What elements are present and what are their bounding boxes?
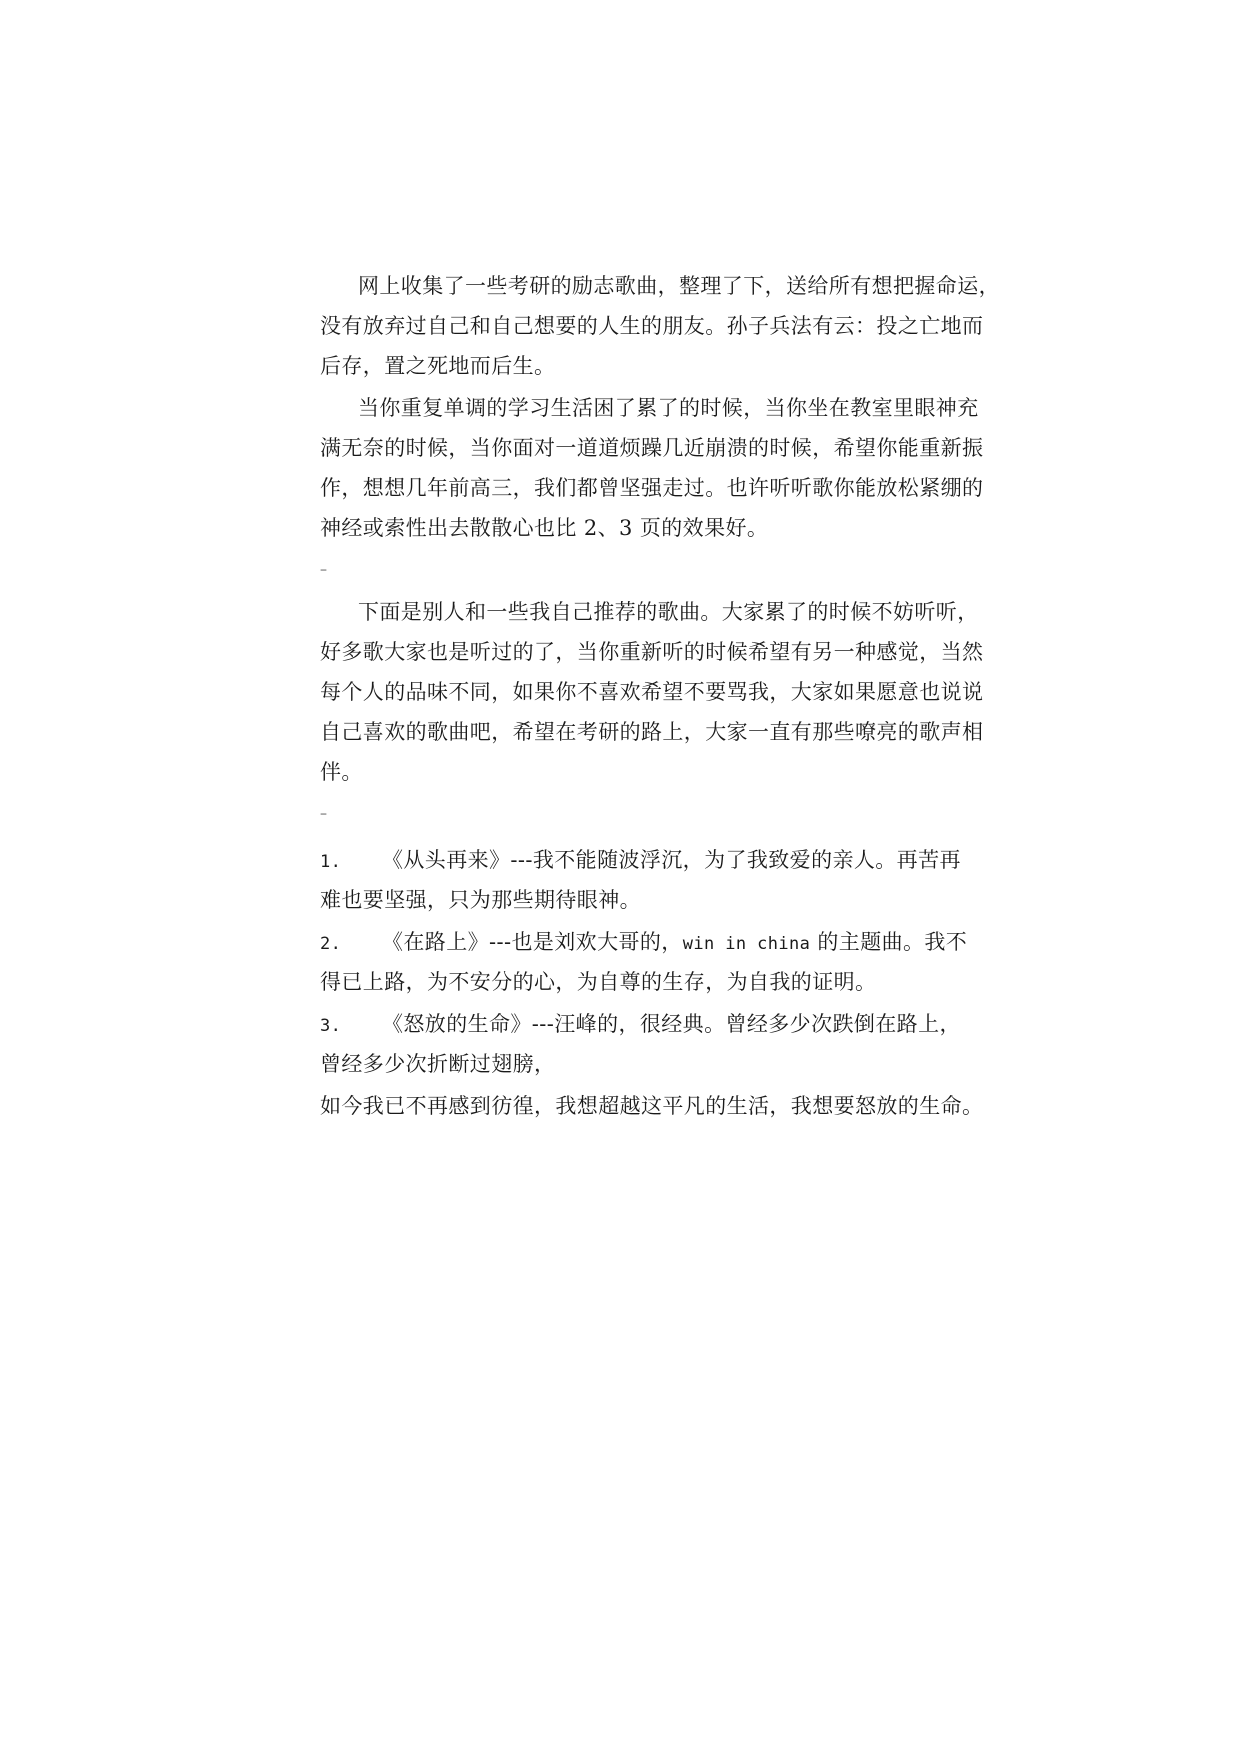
paragraph-2-line-3: 作，想想几年前高三，我们都曾坚强走过。也许听听歌你能放松紧绷的 — [320, 476, 984, 500]
list-item-text: 《在路上》---也是刘欢大哥的， — [382, 930, 683, 954]
paragraph-3-line-3: 每个人的品味不同，如果你不喜欢希望不要骂我，大家如果愿意也说说 — [320, 680, 984, 704]
paragraph-3-line-1: 下面是别人和一些我自己推荐的歌曲。大家累了的时候不妨听听， — [358, 600, 979, 624]
paragraph-3-line-2: 好多歌大家也是听过的了，当你重新听的时候希望有另一种感觉，当然 — [320, 640, 984, 664]
list-item — [320, 1006, 961, 1042]
paragraph-1-line-1: 网上收集了一些考研的励志歌曲，整理了下，送给所有想把握命运， — [358, 274, 1000, 298]
paragraph-2-line-1: 当你重复单调的学习生活困了累了的时候，当你坐在教室里眼神充 — [358, 396, 979, 420]
list-item — [320, 842, 961, 878]
paragraph-1-line-2: 没有放弃过自己和自己想要的人生的朋友。孙子兵法有云：投之亡地而 — [320, 314, 984, 338]
paragraph-3-line-4: 自己喜欢的歌曲吧，希望在考研的路上，大家一直有那些嘹亮的歌声相 — [320, 720, 984, 744]
paragraph-2-line-2: 满无奈的时候，当你面对一道道烦躁几近崩溃的时候，希望你能重新振 — [320, 436, 984, 460]
list-item-text: 《从头再来》---我不能随波浮沉，为了我致爱的亲人。再苦再 — [382, 848, 961, 872]
paragraph-1-line-3: 后存，置之死地而后生。 — [320, 354, 556, 378]
list-number: 1. — [320, 852, 342, 872]
paragraph-3-line-5: 伴。 — [320, 760, 363, 784]
list-item-text: 的主题曲。我不 — [810, 930, 968, 954]
list-number: 2. — [320, 934, 342, 954]
separator-mark: – — [320, 806, 328, 822]
list-item-continuation: 如今我已不再感到彷徨，我想超越这平凡的生活，我想要怒放的生命。 — [320, 1094, 984, 1118]
list-item-continuation: 曾经多少次折断过翅膀， — [320, 1052, 556, 1076]
paragraph-2-line-4: 神经或索性出去散散心也比 2、3 页的效果好。 — [320, 516, 769, 540]
list-item — [320, 924, 967, 960]
list-item-continuation: 得已上路，为不安分的心，为自尊的生存，为自我的证明。 — [320, 970, 877, 994]
separator-mark: – — [320, 562, 328, 578]
list-item-latin-text: win in china — [682, 934, 811, 954]
list-item-continuation: 难也要坚强，只为那些期待眼神。 — [320, 888, 641, 912]
list-number: 3. — [320, 1016, 342, 1036]
list-item-text: 《怒放的生命》---汪峰的，很经典。曾经多少次跌倒在路上， — [382, 1012, 961, 1036]
